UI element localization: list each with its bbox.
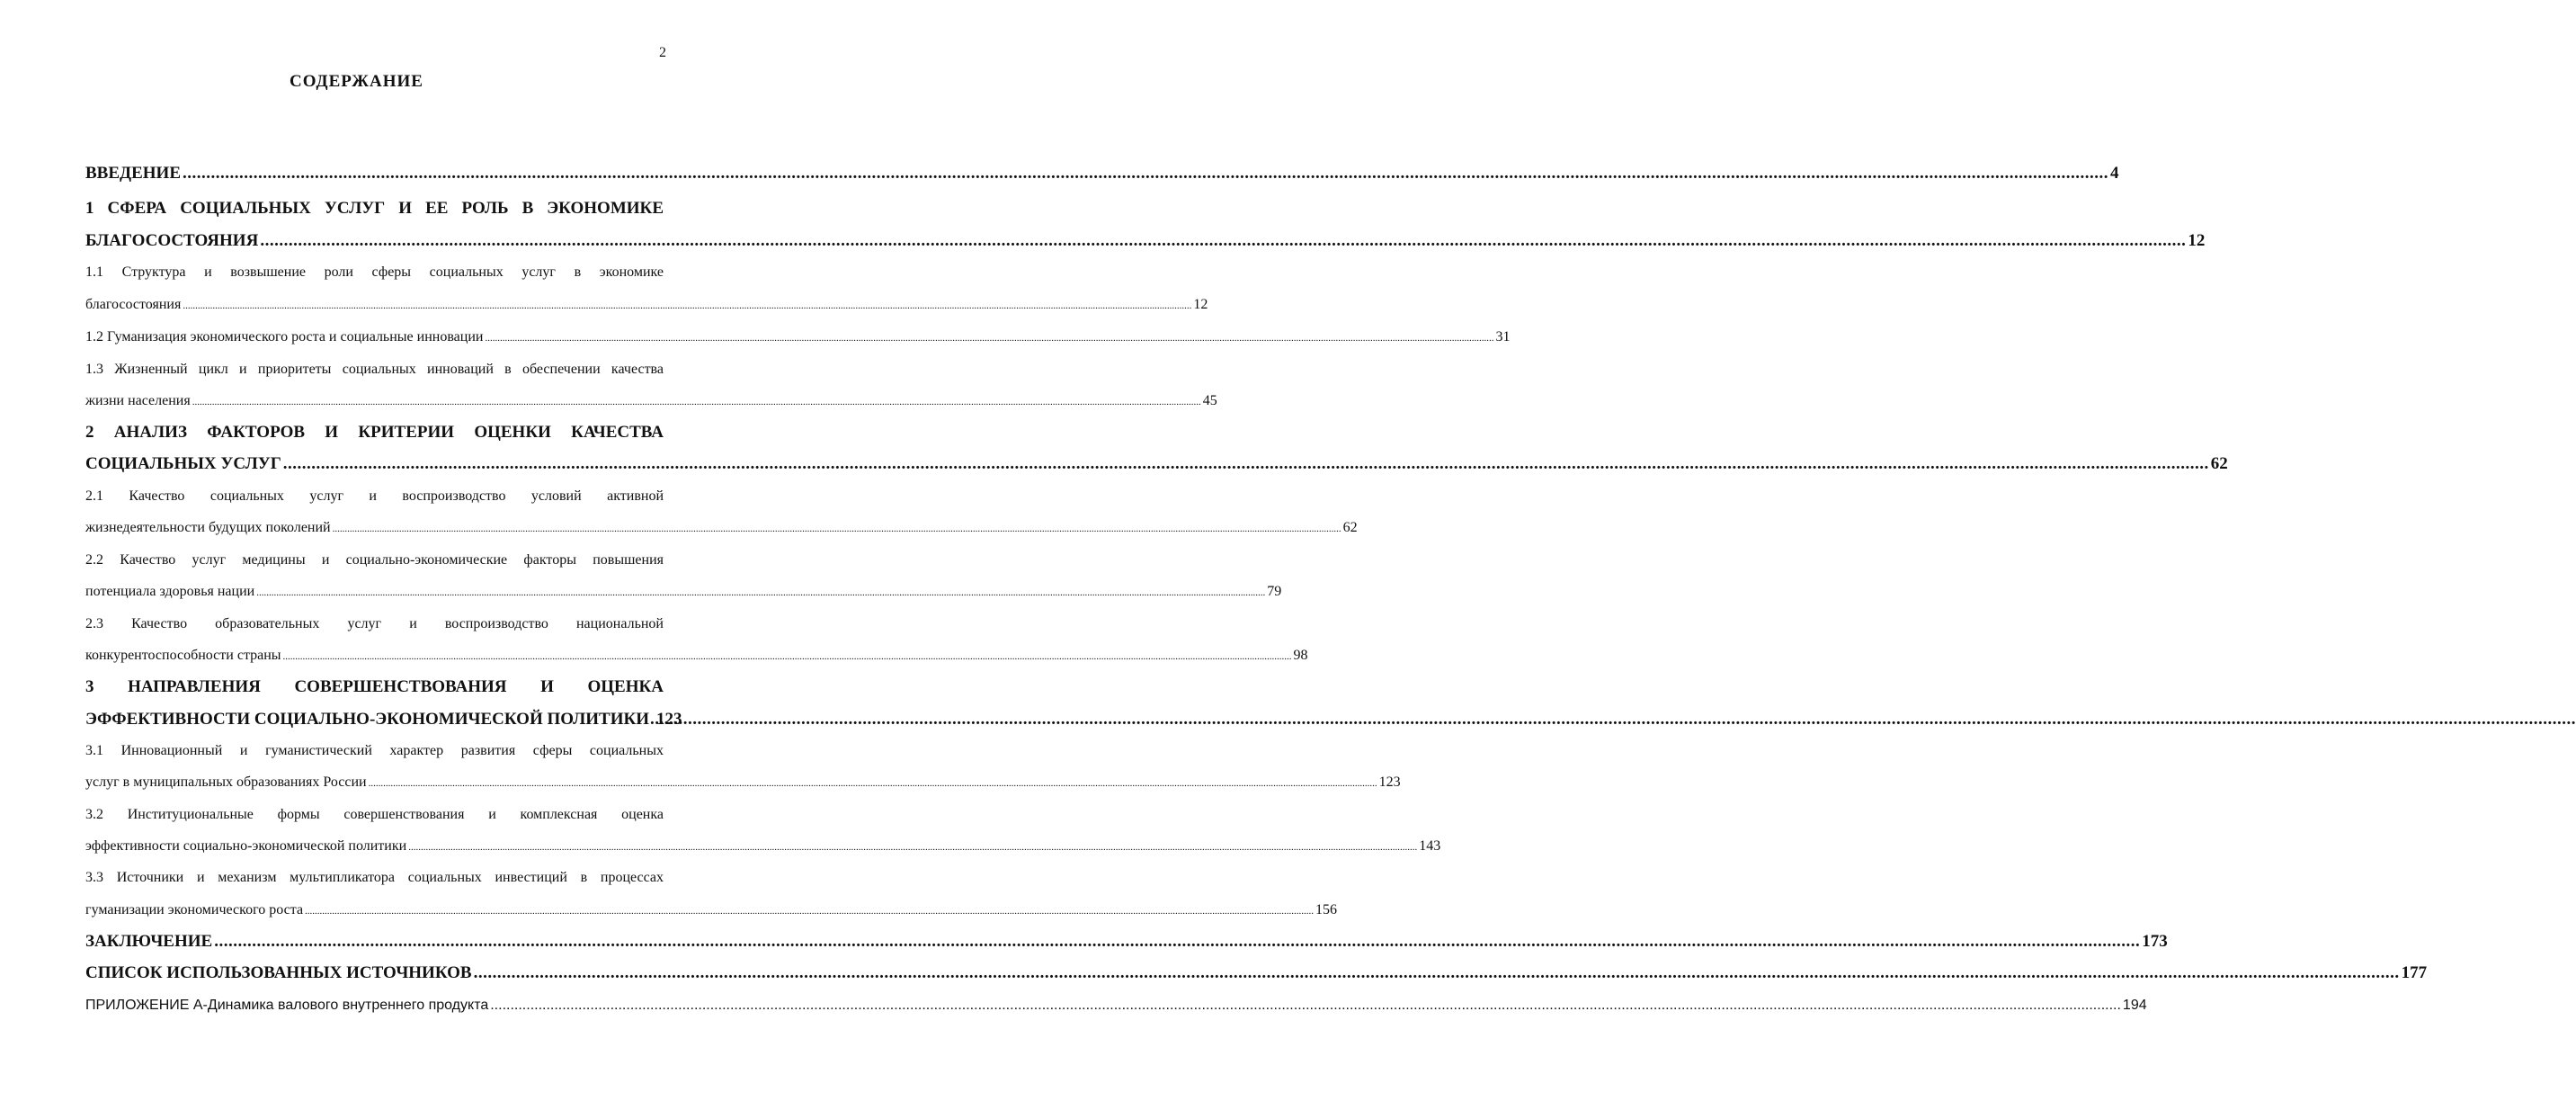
toc-entry-appendix-a[interactable] <box>85 994 2147 1017</box>
toc-section-2-1-line1[interactable]: 2.1 Качество социальных услуг и воспроизводство условий активной <box>85 488 664 504</box>
toc-entry-title: ЭФФЕКТИВНОСТИ СОЦИАЛЬНО-ЭКОНОМИЧЕСКОЙ ПОЛИТИКИ <box>85 710 650 729</box>
toc-entry-title: ВВЕДЕНИЕ <box>85 164 181 183</box>
toc-chapter-1-line2[interactable] <box>85 229 2206 253</box>
toc-page-number: 62 <box>1342 520 1358 535</box>
dot-leader <box>283 645 1292 668</box>
toc-chapter-3-line1[interactable]: 3 НАПРАВЛЕНИЯ СОВЕРШЕНСТВОВАНИЯ И ОЦЕНКА <box>85 677 664 696</box>
toc-page-number: 45 <box>1202 393 1217 408</box>
toc-entry-references[interactable] <box>85 962 2428 985</box>
toc-chapter-3-line2[interactable] <box>85 708 682 731</box>
toc-entry-title: СОЦИАЛЬНЫХ УСЛУГ <box>85 454 281 473</box>
toc-page-number: 31 <box>1495 329 1511 345</box>
toc-section-3-1-line1[interactable]: 3.1 Инновационный и гуманистический характер развития сферы социальных <box>85 743 664 758</box>
toc-section-2-2-line1[interactable]: 2.2 Качество услуг медицины и социально-экономические факторы повышения <box>85 552 664 568</box>
dot-leader <box>183 162 2108 185</box>
dot-leader <box>474 962 2400 985</box>
toc-page-number: 194 <box>2122 998 2147 1013</box>
dot-leader <box>183 294 1191 318</box>
toc-entry-title: ПРИЛОЖЕНИЕ А-Динамика валового внутреннего продукта <box>85 998 489 1013</box>
toc-page-number: 79 <box>1267 584 1282 599</box>
toc-section-1-2[interactable] <box>85 326 1511 349</box>
dot-leader <box>490 994 2121 1017</box>
dot-leader <box>214 930 2140 953</box>
page-title: СОДЕРЖАНИЕ <box>290 72 423 91</box>
dot-leader <box>369 772 1377 795</box>
toc-section-1-3-line2[interactable] <box>85 389 1217 413</box>
toc-page-number: 123 <box>1378 774 1401 790</box>
toc-page-number: 4 <box>2110 164 2119 183</box>
toc-entry-title: эффективности социально-экономической политики <box>85 838 407 854</box>
toc-section-3-1-line2[interactable] <box>85 771 1401 794</box>
toc-section-1-3-line1[interactable]: 1.3 Жизненный цикл и приоритеты социальных инноваций в обеспечении качества <box>85 362 664 377</box>
dot-leader <box>192 390 1201 414</box>
toc-entry-conclusion[interactable] <box>85 930 2168 953</box>
toc-entry-title: 1.2 Гуманизация экономического роста и социальные инновации <box>85 329 484 345</box>
dot-leader <box>260 229 2186 253</box>
toc-section-2-3-line1[interactable]: 2.3 Качество образовательных услуг и воспроизводство национальной <box>85 616 664 631</box>
toc-page-number: 173 <box>2142 932 2168 951</box>
page-number: 2 <box>659 45 666 60</box>
toc-section-3-2-line2[interactable] <box>85 835 1441 858</box>
toc-entry-title: потенциала здоровья нации <box>85 584 255 599</box>
toc-entry-title: жизнедеятельности будущих поколений <box>85 520 331 535</box>
dot-leader <box>650 708 654 731</box>
toc-section-3-3-line2[interactable] <box>85 899 1338 922</box>
toc-page-number: 12 <box>2188 231 2206 250</box>
toc-entry-title: БЛАГОСОСТОЯНИЯ <box>85 231 259 250</box>
toc-section-2-1-line2[interactable] <box>85 516 1358 540</box>
toc-page-number: 62 <box>2210 454 2228 473</box>
toc-page-number: 12 <box>1193 297 1208 312</box>
toc-section-1-1-line2[interactable] <box>85 293 1208 317</box>
toc-chapter-2-line2[interactable] <box>85 452 2228 476</box>
toc-chapter-2-line1[interactable]: 2 АНАЛИЗ ФАКТОРОВ И КРИТЕРИИ ОЦЕНКИ КАЧЕСТВА <box>85 423 664 442</box>
toc-page-number: 156 <box>1315 902 1338 918</box>
toc-section-1-1-line1[interactable]: 1.1 Структура и возвышение роли сферы социальных услуг в экономике <box>85 264 664 280</box>
toc-page-number: 98 <box>1293 648 1308 663</box>
toc-entry-intro[interactable] <box>85 162 2119 185</box>
toc-entry-title: гуманизации экономического роста <box>85 902 304 918</box>
toc-entry-title: ЗАКЛЮЧЕНИЕ <box>85 932 213 951</box>
dot-leader <box>256 581 1265 604</box>
dot-leader <box>485 327 1493 350</box>
toc-page-number: 123 <box>656 710 682 729</box>
toc-entry-title: благосостояния <box>85 297 182 312</box>
dot-leader <box>408 836 1417 859</box>
toc-entry-title: СПИСОК ИСПОЛЬЗОВАННЫХ ИСТОЧНИКОВ <box>85 963 472 982</box>
dot-leader <box>305 900 1314 923</box>
toc-entry-title: услуг в муниципальных образованиях России <box>85 774 367 790</box>
toc-section-3-2-line1[interactable]: 3.2 Институциональные формы совершенствования и комплексная оценка <box>85 807 664 822</box>
toc-page-number: 177 <box>2401 963 2428 982</box>
dot-leader <box>283 452 2209 476</box>
toc-chapter-1-line1[interactable]: 1 СФЕРА СОЦИАЛЬНЫХ УСЛУГ И ЕЕ РОЛЬ В ЭКОНОМИКЕ <box>85 199 664 218</box>
toc-entry-title: жизни населения <box>85 393 191 408</box>
toc-section-2-2-line2[interactable] <box>85 580 1282 604</box>
toc-section-3-3-line1[interactable]: 3.3 Источники и механизм мультипликатора социальных инвестиций в процессах <box>85 870 664 885</box>
dot-leader <box>333 517 1341 541</box>
toc-entry-title: конкурентоспособности страны <box>85 648 281 663</box>
toc-page-number: 143 <box>1419 838 1441 854</box>
toc-section-2-3-line2[interactable] <box>85 644 1308 667</box>
